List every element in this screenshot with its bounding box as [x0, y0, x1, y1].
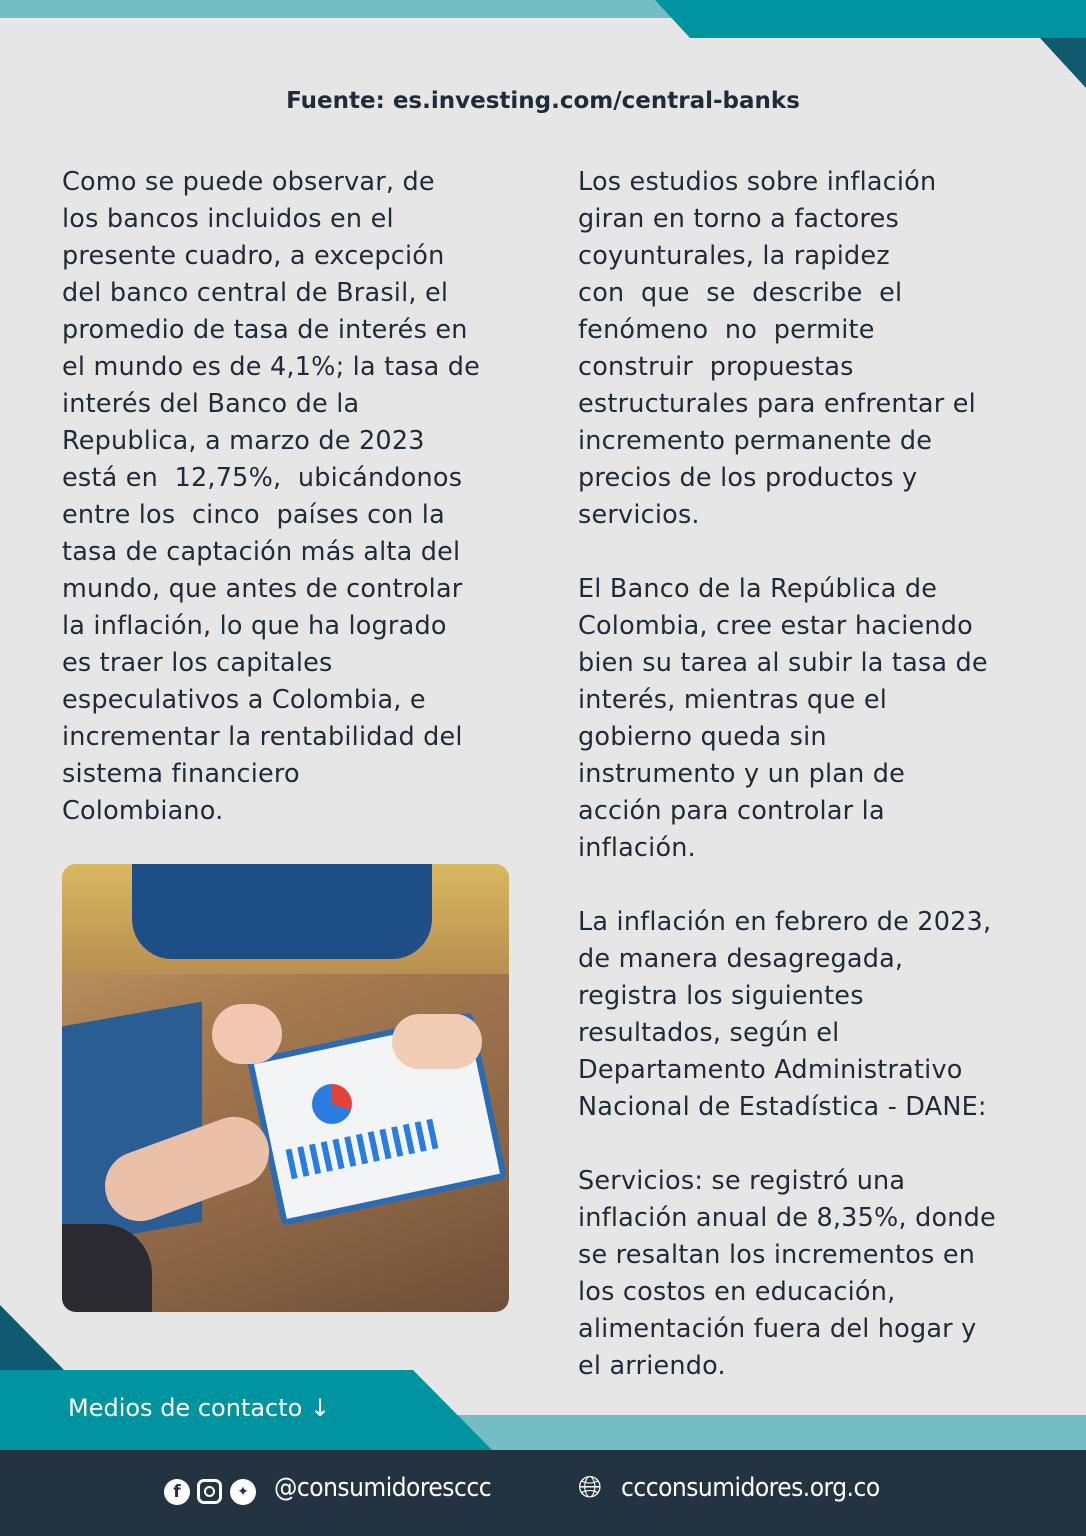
text-line: del banco central de Brasil, el [62, 278, 449, 308]
text-line: de manera desagregada, [578, 944, 904, 974]
text-line: la inflación, lo que ha logrado [62, 611, 447, 641]
text-line: incrementar la rentabilidad del [62, 722, 463, 752]
paragraph-gap [578, 867, 996, 904]
twitter-icon[interactable]: ✦ [230, 1479, 256, 1505]
text-line: los bancos incluidos en el [62, 204, 394, 234]
text-line: gobierno queda sin [578, 722, 827, 752]
text-line: Como se puede observar, de [62, 167, 435, 197]
facebook-icon[interactable]: f [164, 1479, 190, 1505]
text-line: inflación anual de 8,35%, donde [578, 1203, 996, 1233]
instagram-icon[interactable] [197, 1479, 222, 1504]
right-column-text [578, 164, 996, 1385]
text-line: estructurales para enfrentar el [578, 389, 976, 419]
text-line: coyunturales, la rapidez [578, 241, 890, 271]
text-line: sistema financiero [62, 759, 300, 789]
text-line: entre los cinco países con la [62, 500, 445, 530]
left-column-text [62, 164, 480, 830]
text-line: Departamento Administrativo [578, 1055, 963, 1085]
text-line: interés del Banco de la [62, 389, 360, 419]
text-line: Servicios: se registró una [578, 1166, 906, 1196]
contact-heading: Medios de contacto ↓ [68, 1394, 331, 1422]
social-handle[interactable]: @consumidoresccc [274, 1473, 492, 1503]
text-line: instrumento y un plan de [578, 759, 906, 789]
text-line: con que se describe el [578, 278, 903, 308]
text-line: construir propuestas [578, 352, 854, 382]
paragraph-gap [578, 1126, 996, 1163]
source-citation: Fuente: es.investing.com/central-banks [286, 88, 800, 114]
text-line: inflación. [578, 833, 696, 863]
text-line: el mundo es de 4,1%; la tasa de [62, 352, 481, 382]
text-line: fenómeno no permite [578, 315, 875, 345]
text-line: giran en torno a factores [578, 204, 899, 234]
text-line: El Banco de la República de [578, 574, 938, 604]
footer [0, 1450, 1086, 1536]
globe-icon: 🌐︎ [578, 1470, 602, 1505]
paragraph-gap [578, 534, 996, 571]
text-line: está en 12,75%, ubicándonos [62, 463, 463, 493]
text-line: Nacional de Estadística - DANE: [578, 1092, 987, 1122]
text-line: Colombia, cree estar haciendo [578, 611, 973, 641]
text-line: el arriendo. [578, 1351, 726, 1381]
text-line: presente cuadro, a excepción [62, 241, 445, 271]
text-line: tasa de captación más alta del [62, 537, 461, 567]
text-line: es traer los capitales [62, 648, 333, 678]
text-line: bien su tarea al subir la tasa de [578, 648, 988, 678]
text-line: registra los siguientes [578, 981, 864, 1011]
text-line: Colombiano. [62, 796, 224, 826]
text-line: alimentación fuera del hogar y [578, 1314, 977, 1344]
website-link[interactable]: ccconsumidores.org.co [621, 1473, 880, 1503]
text-line: resultados, según el [578, 1018, 840, 1048]
text-line: Republica, a marzo de 2023 [62, 426, 425, 456]
text-line: se resaltan los incrementos en [578, 1240, 976, 1270]
text-line: precios de los productos y [578, 463, 918, 493]
text-line: mundo, que antes de controlar [62, 574, 463, 604]
text-line: Los estudios sobre inflación [578, 167, 937, 197]
text-line: servicios. [578, 500, 700, 530]
text-line: los costos en educación, [578, 1277, 896, 1307]
text-line: incremento permanente de [578, 426, 933, 456]
text-line: acción para controlar la [578, 796, 885, 826]
text-line: interés, mientras que el [578, 685, 888, 715]
text-line: especulativos a Colombia, e [62, 685, 426, 715]
photo-business-meeting-charts [62, 864, 509, 1312]
text-line: La inflación en febrero de 2023, [578, 907, 992, 937]
text-line: promedio de tasa de interés en [62, 315, 468, 345]
